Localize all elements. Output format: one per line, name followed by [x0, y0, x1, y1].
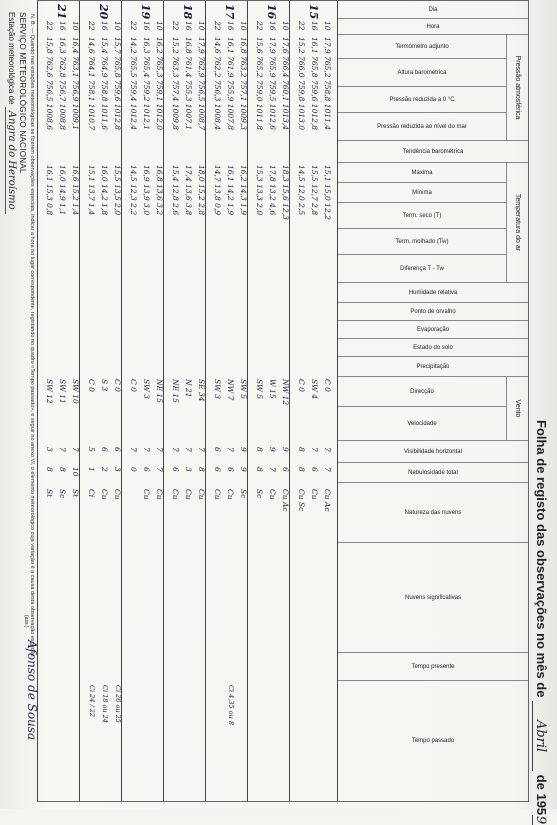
day-number: 18 — [181, 4, 194, 20]
cell-neb: 8 — [255, 467, 264, 472]
col-tempo-passado: Tempo passado — [411, 738, 455, 744]
cell-pressao: 16,4 763,1 756,9 1009,1 — [71, 37, 80, 131]
cell-neb: 6 — [281, 467, 290, 472]
cell-pressao: 17,9 762,9 756,5 1008,7 — [197, 37, 206, 131]
cell-vento: SW 5 — [255, 379, 264, 400]
cell-neb: 6 — [213, 467, 222, 472]
cell-neb: 6 — [142, 467, 151, 472]
col-tempo-presente: Tempo presente — [338, 653, 528, 681]
col-altura: Altura barométrica — [338, 59, 506, 87]
day-block — [248, 1, 290, 801]
col-nebulosidade: Nebulosidade total — [338, 463, 528, 483]
cell-pressao: 15,4 764,9 758,8 1011,6 — [100, 37, 109, 131]
day-block — [80, 1, 122, 801]
day-number: 19 — [139, 4, 152, 20]
cell-hora: 16 — [58, 21, 67, 31]
col-term-molhado: Term. molhado (Tw) — [338, 229, 506, 255]
cell-temp: 15,3 13,3 2,0 — [255, 165, 264, 216]
cell-hora: 22 — [45, 21, 54, 31]
cell-nuvens: Cu — [268, 489, 277, 500]
cell-vento: SW 10 — [71, 379, 80, 404]
cell-pressao: 17,9 765,9 759,5 1012,6 — [268, 37, 277, 131]
cell-temp: 18,3 15,6 12,3 — [281, 165, 290, 220]
cell-vis: 3 — [45, 447, 54, 452]
cell-nuvens: Cu — [100, 489, 109, 500]
cell-neb: 1 — [87, 467, 96, 472]
cell-neb: 6 — [310, 467, 319, 472]
cell-temp: 17,4 13,6 3,8 — [184, 165, 193, 216]
cell-temp: 16,0 14,2 1,8 — [100, 165, 109, 216]
cell-nuvens: Cu — [171, 489, 180, 500]
cell-pressao: 16,8 761,4 755,3 1007,1 — [184, 37, 193, 131]
cell-vis: 8 — [255, 447, 264, 452]
cell-nuvens: Cu — [213, 489, 222, 500]
cell-nuvens: Cu — [310, 489, 319, 500]
cell-pressao: 16,8 763,2 757,1 1009,3 — [239, 37, 248, 131]
cell-vis: 7 — [129, 447, 138, 452]
cell-vento: NW 7 — [226, 379, 235, 401]
cell-tempo: Ci 18 ou 24 — [101, 685, 109, 723]
title-prefix: Folha de registo das observações no mês de — [534, 420, 549, 698]
observation-table — [37, 0, 529, 802]
cell-vis: 9 — [268, 447, 277, 452]
cell-neb: 6 — [226, 467, 235, 472]
cell-vento: SE 34 — [197, 379, 206, 402]
cell-neb: 7 — [323, 467, 332, 472]
cell-pressao: 14,2 765,5 759,4 1012,4 — [129, 37, 138, 131]
cell-vento: SW 5 — [239, 379, 248, 400]
cell-pressao: 16,1 761,9 755,9 1007,8 — [226, 37, 235, 131]
cell-vis: 6 — [113, 447, 122, 452]
cell-vis: 7 — [184, 447, 193, 452]
cell-vento: N 21 — [184, 379, 193, 398]
cell-hora: 10 — [155, 21, 164, 31]
cell-vento: SW 11 — [58, 379, 67, 404]
cell-temp: 15,5 13,5 2,0 — [113, 165, 122, 216]
cell-hora: 16 — [268, 21, 277, 31]
cell-temp: 17,8 13,2 4,6 — [268, 165, 277, 216]
footnote: N. B. — Quando nas estações meteorológicas se fizerem observações especiais, indicar a hora no lugar correspondente, registando no quadro «Tempo passado», e seguir no anexo VI, o elemento meteorológico cuja variação é a causa desta observação especial. — [29, 14, 35, 658]
day-block — [164, 1, 206, 801]
cell-temp: 16,9 13,9 3,0 — [142, 165, 151, 216]
cell-vento: NW 12 — [281, 379, 290, 406]
cell-pressao: 17,9 765,2 758,8 1011,4 — [323, 37, 332, 131]
cell-nuvens: Cu — [226, 489, 235, 500]
col-maxima: Máxima — [338, 163, 506, 183]
col-nuvens-sig: Nuvens significativas — [338, 543, 528, 653]
form-title — [532, 420, 549, 825]
cell-temp: 15,1 15,0 12,2 — [323, 165, 332, 220]
col-minima: Mínima — [338, 183, 506, 203]
data-area — [38, 1, 338, 801]
cell-vis: 7 — [197, 447, 206, 452]
cell-vis: 7 — [323, 447, 332, 452]
cell-neb: 2 — [100, 467, 109, 472]
cell-temp: 18,0 15,2 2,8 — [197, 165, 206, 216]
organization: SERVIÇO METEOROLÓGICO NACIONAL — [18, 12, 27, 174]
cell-pressao: 16,3 765,4 759,2 1012,1 — [142, 37, 151, 131]
cell-nuvens: Cu — [197, 489, 206, 500]
cell-neb: 7 — [268, 467, 277, 472]
cell-vis: 7 — [142, 447, 151, 452]
cell-temp: 16,6 15,2 1,4 — [71, 165, 80, 216]
day-block — [38, 1, 80, 801]
cell-nuvens: St — [71, 489, 80, 498]
cell-vento: C 0 — [323, 379, 332, 392]
day-number: 17 — [223, 4, 236, 20]
col-evaporacao: Evaporação — [338, 321, 528, 339]
group-pressao: Pressão atmosférica — [506, 35, 528, 141]
cell-vento: SW 12 — [45, 379, 54, 404]
col-hora: Hora — [338, 19, 528, 35]
cell-pressao: 17,6 766,4 760,1 1013,4 — [281, 37, 290, 131]
cell-nuvens: Sc — [239, 489, 248, 499]
cell-hora: 10 — [239, 21, 248, 31]
signature: Afonso de Sousa — [25, 640, 39, 741]
cell-nuvens: Sc — [255, 489, 264, 499]
cell-vis: 8 — [297, 447, 306, 452]
cell-vis: 7 — [58, 447, 67, 452]
col-direccao: Direcção — [338, 377, 506, 407]
cell-vis: 7 — [171, 447, 180, 452]
col-pressao-mar: Pressão reduzida ao nível do mar — [338, 113, 506, 141]
cell-neb: 3 — [184, 467, 193, 472]
cell-vento: SW 3 — [213, 379, 222, 400]
cell-vento: C 0 — [129, 379, 138, 392]
cell-nuvens: Cu — [155, 489, 164, 500]
cell-vento: C 0 — [87, 379, 96, 392]
day-number: 15 — [307, 4, 320, 20]
col-precipitacao: Precipitação — [338, 357, 528, 377]
cell-nuvens: Cu Sc — [297, 489, 306, 512]
col-visibilidade: Visibilidade horizontal — [338, 441, 528, 463]
cell-pressao: 14,6 762,2 756,3 1008,4 — [213, 37, 222, 131]
cell-vis: 7 — [155, 447, 164, 452]
cell-neb: 0 — [129, 467, 138, 472]
cell-vento: SW 3 — [142, 379, 151, 400]
day-number: 20 — [97, 4, 110, 20]
cell-vis: 7 — [71, 447, 80, 452]
cell-temp: 14,7 13,8 0,9 — [213, 165, 222, 216]
cell-hora: 10 — [323, 21, 332, 31]
col-orvalho: Ponto de orvalho — [338, 303, 528, 321]
cell-pressao: 15,7 765,8 759,6 1012,8 — [113, 37, 122, 131]
cell-temp: 14,5 12,3 2,2 — [129, 165, 138, 216]
cell-pressao: 16,1 765,8 759,6 1012,8 — [310, 37, 319, 131]
cell-pressao: 16,3 762,8 756,7 1008,8 — [58, 37, 67, 131]
cell-neb: 8 — [58, 467, 67, 472]
col-term-seco: Term. seco (T) — [338, 203, 506, 229]
station-label: Estação meteorológica de — [7, 12, 16, 105]
cell-hora: 22 — [297, 21, 306, 31]
day-block — [290, 1, 332, 801]
cell-hora: 10 — [113, 21, 122, 31]
cell-neb: 8 — [45, 467, 54, 472]
col-humidade: Humidade relativa — [338, 283, 528, 303]
cell-neb: 10 — [71, 467, 80, 477]
cell-pressao: 14,6 764,1 758,1 1010,7 — [87, 37, 96, 131]
cell-hora: 10 — [71, 21, 80, 31]
cell-tempo: Ci 4,35 ou 8 — [227, 685, 235, 725]
cell-vento: SW 4 — [310, 379, 319, 400]
cell-neb: 8 — [297, 467, 306, 472]
cell-nuvens: Cu Ac — [281, 489, 290, 512]
cell-temp: 14,5 12,0 2,5 — [297, 165, 306, 216]
cell-temp: 16,8 13,6 3,2 — [155, 165, 164, 216]
col-velocidade: Velocidade — [338, 407, 506, 441]
cell-vento: C 0 — [113, 379, 122, 392]
cell-pressao: 15,2 766,0 759,8 1013,0 — [297, 37, 306, 131]
col-dia: Dia — [338, 1, 528, 19]
cell-temp: 16,0 14,9 1,1 — [58, 165, 67, 216]
station-name: Angra do Heroísmo — [5, 107, 17, 214]
cell-vento: W 15 — [268, 379, 277, 399]
cell-vento: NE 15 — [171, 379, 180, 403]
group-temperatura: Temperatura do ar — [506, 163, 528, 283]
cell-hora: 22 — [87, 21, 96, 31]
cell-vis: 9 — [239, 447, 248, 452]
cell-vis: 7 — [310, 447, 319, 452]
cell-neb: 3 — [113, 467, 122, 472]
day-block — [206, 1, 248, 801]
col-termometro: Termómetro adjunto — [338, 35, 506, 59]
cell-nuvens: Ci — [87, 489, 96, 498]
cell-temp: 15,1 13,7 1,4 — [87, 165, 96, 216]
cell-hora: 16 — [226, 21, 235, 31]
cell-hora: 16 — [142, 21, 151, 31]
cell-temp: 16,1 14,2 1,9 — [226, 165, 235, 216]
cell-temp: 16,2 14,3 1,9 — [239, 165, 248, 216]
cell-hora: 10 — [197, 21, 206, 31]
cell-hora: 22 — [255, 21, 264, 31]
day-number: 21 — [55, 4, 68, 20]
cell-nuvens: Cu — [184, 489, 193, 500]
cell-nuvens: Sc — [58, 489, 67, 499]
day-block — [122, 1, 164, 801]
cell-temp: 15,4 12,8 2,6 — [171, 165, 180, 216]
col-diferenca: Diferença T - Tw — [338, 255, 506, 283]
cell-vis: 5 — [87, 447, 96, 452]
cell-nuvens: Cu — [113, 489, 122, 500]
cell-vis: 6 — [213, 447, 222, 452]
cell-nuvens: Cu Ac — [323, 489, 332, 512]
col-solo: Estado do solo — [338, 339, 528, 357]
cell-neb: 8 — [197, 467, 206, 472]
cell-temp: 15,5 12,7 2,8 — [310, 165, 319, 216]
cell-hora: 22 — [171, 21, 180, 31]
month-field: Abril — [532, 701, 548, 771]
cell-vento: C 0 — [297, 379, 306, 392]
cell-vento: NE 15 — [155, 379, 164, 403]
signature-label: (ass.) — [23, 615, 29, 628]
cell-hora: 16 — [100, 21, 109, 31]
cell-nuvens: Cu — [142, 489, 151, 500]
cell-nuvens: St — [45, 489, 54, 498]
col-natureza: Natureza das nuvens — [338, 483, 528, 543]
station-line — [6, 12, 17, 214]
title-year-prefix: de 195 — [534, 774, 549, 816]
cell-hora: 22 — [213, 21, 222, 31]
cell-tempo: Ci 26 ou 25 — [114, 685, 122, 723]
cell-pressao: 15,6 765,2 759,0 1011,8 — [255, 37, 264, 131]
cell-vento: S 3 — [100, 379, 109, 392]
cell-neb: 7 — [155, 467, 164, 472]
cell-pressao: 16,2 765,3 759,1 1012,0 — [155, 37, 164, 131]
cell-pressao: 15,8 762,6 756,5 1008,6 — [45, 37, 54, 131]
day-number: 16 — [265, 4, 278, 20]
col-tendencia: Tendência barométrica — [338, 141, 528, 163]
cell-hora: 16 — [310, 21, 319, 31]
cell-vis: 7 — [226, 447, 235, 452]
year-field: 9 — [533, 816, 548, 825]
cell-vis: 6 — [100, 447, 109, 452]
cell-hora: 10 — [281, 21, 290, 31]
cell-temp: 16,1 15,3 0,8 — [45, 165, 54, 216]
cell-hora: 22 — [129, 21, 138, 31]
cell-hora: 16 — [184, 21, 193, 31]
cell-vis: 9 — [281, 447, 290, 452]
cell-neb: 9 — [239, 467, 248, 472]
col-pressao-zero: Pressão reduzida a 0 °C — [338, 87, 506, 113]
group-vento: Vento — [506, 377, 528, 441]
cell-tempo: Ci 24 / 22 — [88, 685, 96, 717]
cell-neb: 6 — [171, 467, 180, 472]
cell-pressao: 15,2 763,3 757,4 1009,8 — [171, 37, 180, 131]
